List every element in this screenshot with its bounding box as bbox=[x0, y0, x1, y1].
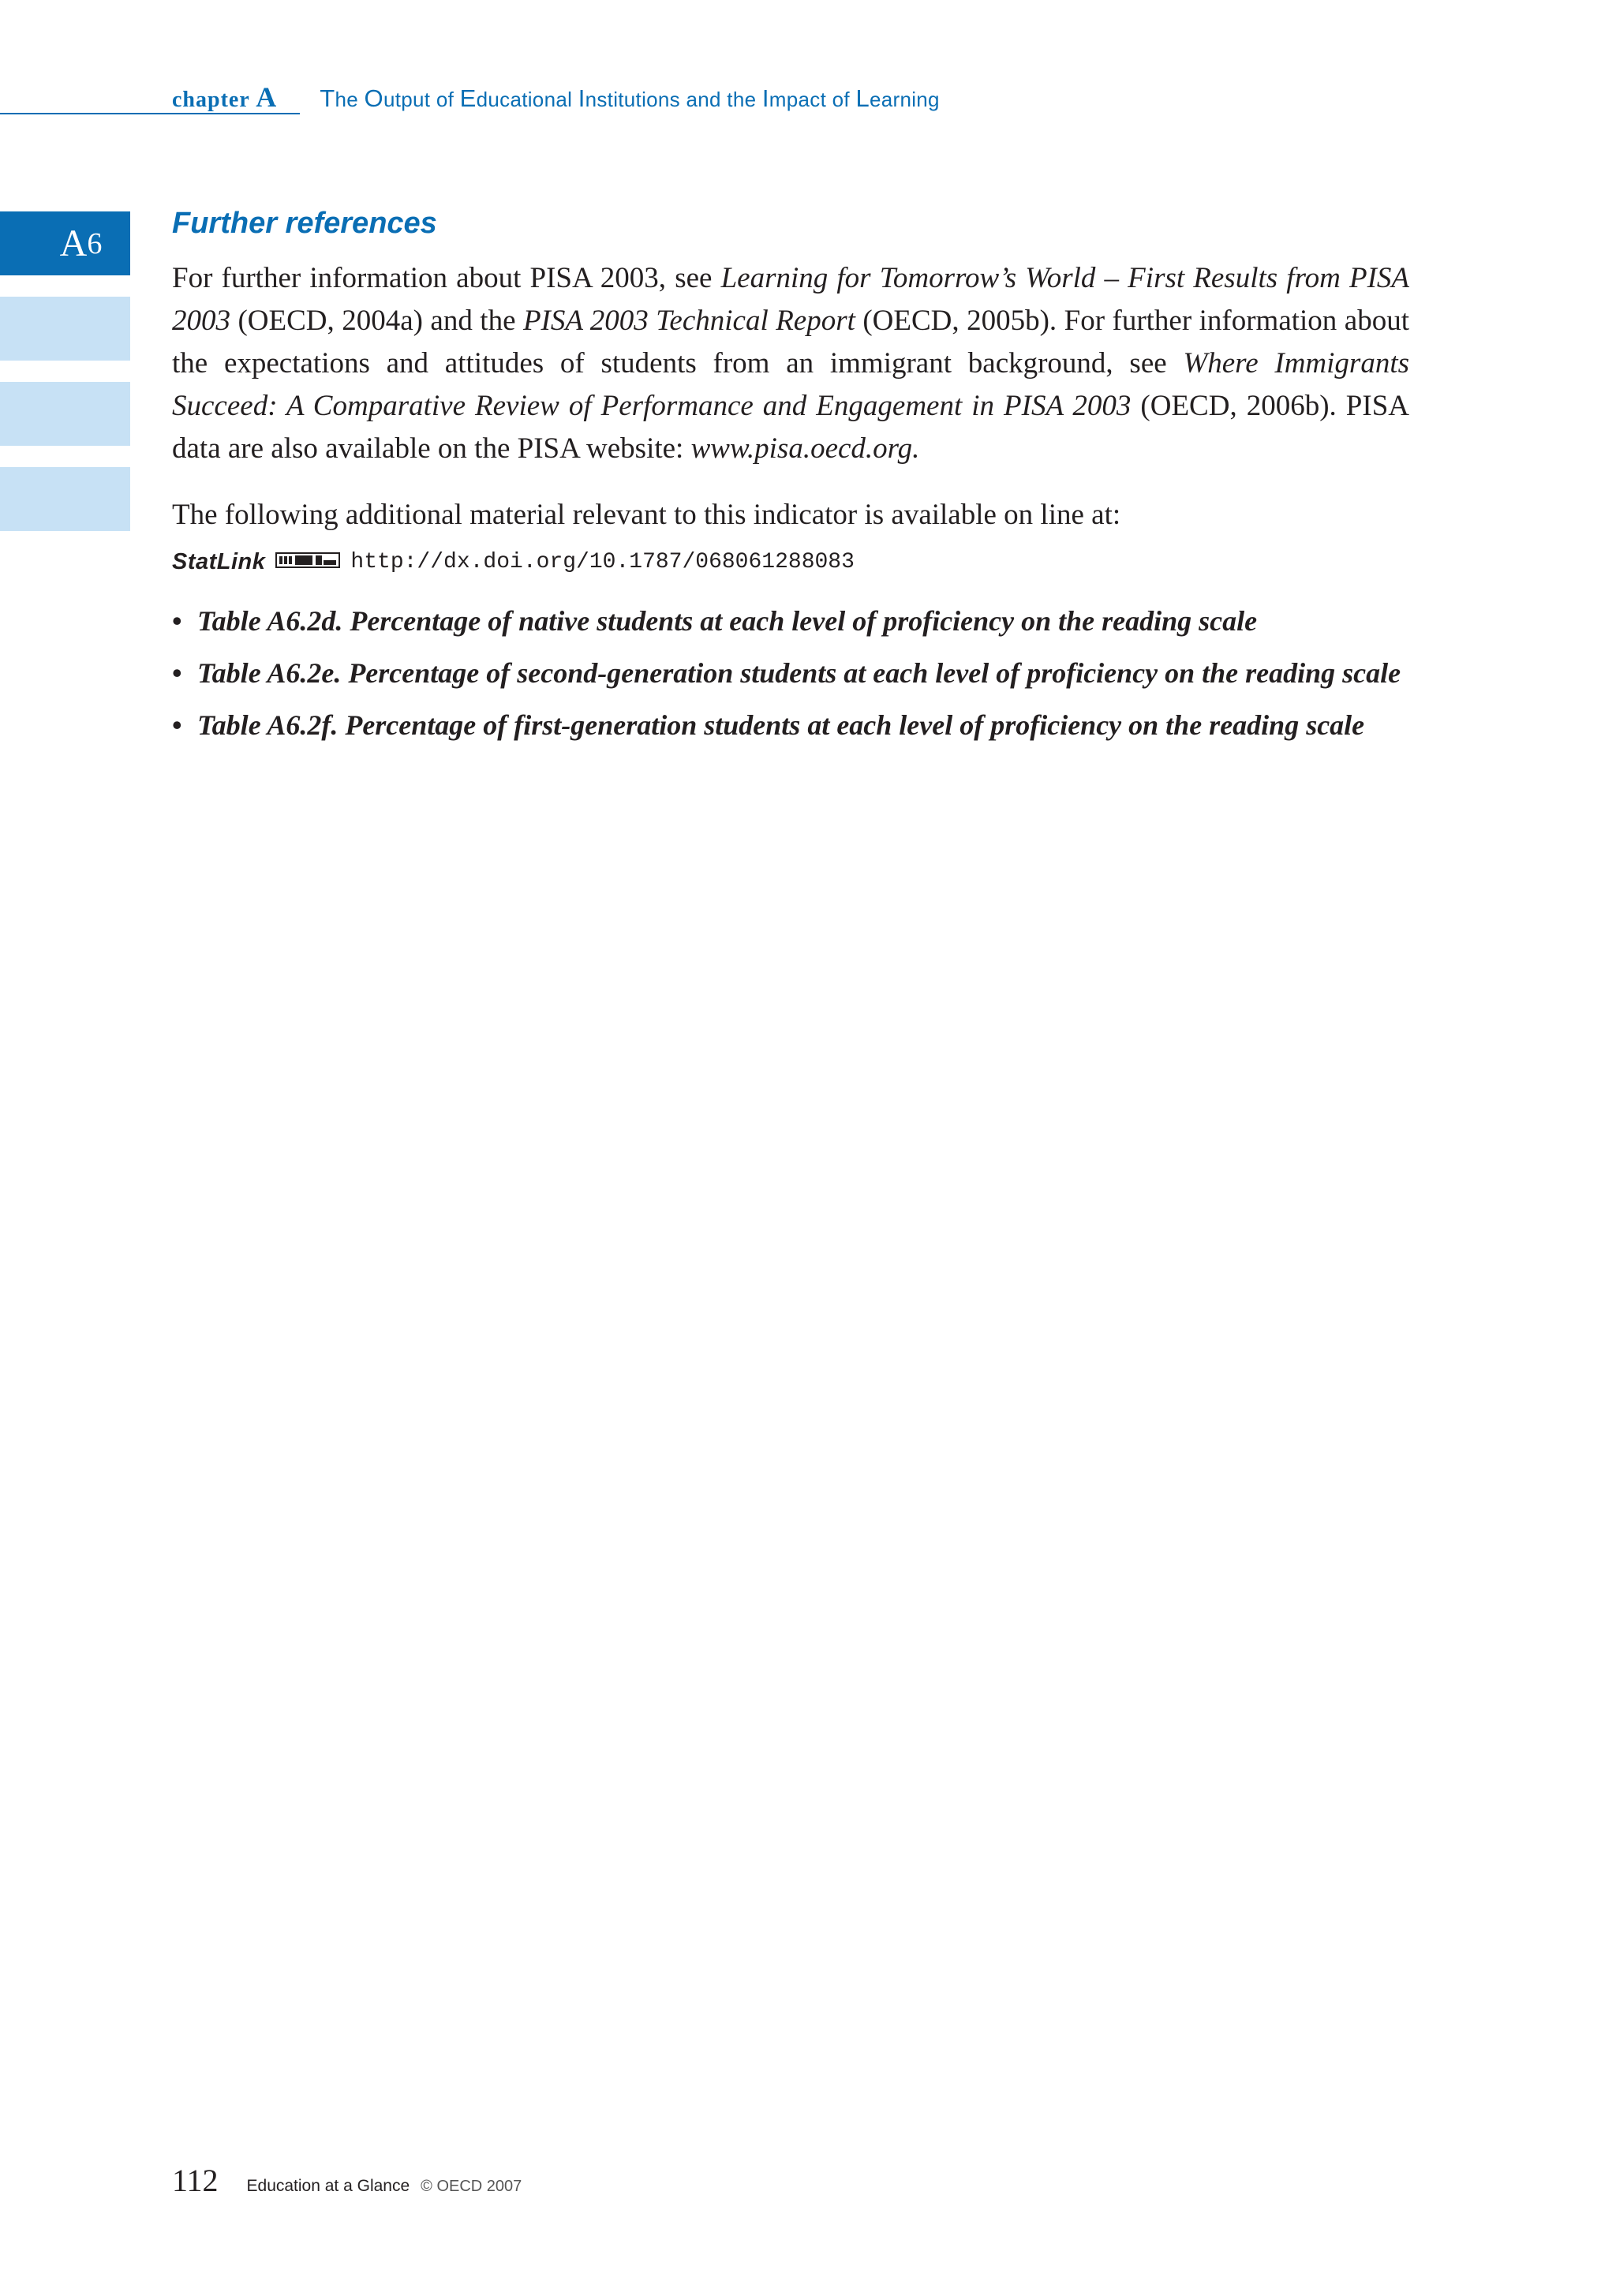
chapter-title-part: I bbox=[578, 84, 585, 112]
paragraph-text: (OECD, 2005b). For further information about the expectations and attitudes of students from an immigrant background, see bbox=[172, 305, 1409, 380]
chapter-title-part: he bbox=[335, 88, 365, 111]
chapter-title-part: I bbox=[761, 84, 769, 112]
page-footer bbox=[172, 2162, 522, 2199]
statlink-row bbox=[172, 543, 855, 581]
section-tab-letter: A bbox=[59, 222, 88, 264]
citation-title: PISA 2003 Technical Report bbox=[522, 305, 855, 337]
running-header bbox=[172, 80, 940, 112]
chapter-word: chapter bbox=[172, 88, 250, 112]
body-paragraph-additional-material: The following additional material relevant to this indicator is available on line at: bbox=[172, 499, 1121, 531]
chapter-title-part: utput of bbox=[383, 88, 460, 111]
statlink-label: StatLink bbox=[172, 548, 266, 574]
table-title: Table A6.2d. Percentage of native students at each level of proficiency on the reading scale bbox=[197, 605, 1258, 637]
bullet-icon: • bbox=[172, 657, 182, 689]
table-list-item[interactable] bbox=[172, 704, 1409, 746]
section-tab bbox=[0, 297, 130, 361]
paragraph-text: (OECD, 2004a) and the bbox=[230, 305, 523, 337]
section-tab bbox=[0, 467, 130, 531]
paragraph-text: (OECD, 2006b). PISA data are also available on the PISA website: bbox=[172, 390, 1409, 465]
section-tab-number: 6 bbox=[87, 226, 103, 260]
citation-title: www.pisa.oecd.org. bbox=[690, 432, 920, 465]
chapter-title-part: T bbox=[320, 84, 335, 112]
chapter-letter: A bbox=[256, 81, 278, 113]
chapter-title-part: ducational bbox=[476, 88, 578, 111]
section-heading: Further references bbox=[172, 207, 437, 240]
header-rule bbox=[0, 113, 300, 114]
chapter-label bbox=[172, 80, 277, 114]
statlink-url-link[interactable]: http://dx.doi.org/10.1787/068061288083 bbox=[350, 549, 855, 574]
table-list-item[interactable] bbox=[172, 652, 1409, 694]
copyright-notice: © OECD 2007 bbox=[421, 2178, 522, 2195]
chapter-title-part: L bbox=[855, 84, 870, 112]
table-title: Table A6.2e. Percentage of second-generation students at each level of proficiency on the reading scale bbox=[197, 657, 1401, 689]
table-list-item[interactable] bbox=[172, 600, 1409, 642]
section-tab-active bbox=[0, 211, 130, 275]
chapter-title-part: earning bbox=[869, 88, 940, 111]
chapter-title-part: E bbox=[459, 84, 477, 112]
citation-title: Learning for Tomorrow’s World – First Results from PISA 2003 bbox=[172, 262, 1409, 337]
statlink-logo-icon bbox=[275, 550, 341, 574]
publication-title: Education at a Glance bbox=[246, 2177, 410, 2195]
body-paragraph-references bbox=[172, 257, 1409, 470]
paragraph-text: For further information about PISA 2003, see bbox=[172, 262, 721, 294]
chapter-title bbox=[320, 84, 940, 113]
bullet-icon: • bbox=[172, 709, 182, 741]
table-list bbox=[172, 600, 1409, 756]
citation-title: Where Immigrants Succeed: A Comparative Review of Performance and Engagement in PISA 2003 bbox=[172, 347, 1409, 422]
chapter-title-part: nstitutions and the bbox=[585, 88, 762, 111]
chapter-title-part: mpact of bbox=[769, 88, 856, 111]
chapter-title-part: O bbox=[364, 84, 383, 112]
bullet-icon: • bbox=[172, 605, 182, 637]
table-title: Table A6.2f. Percentage of first-generation students at each level of proficiency on the reading scale bbox=[197, 709, 1365, 741]
section-tab bbox=[0, 382, 130, 446]
page-number: 112 bbox=[172, 2163, 219, 2198]
